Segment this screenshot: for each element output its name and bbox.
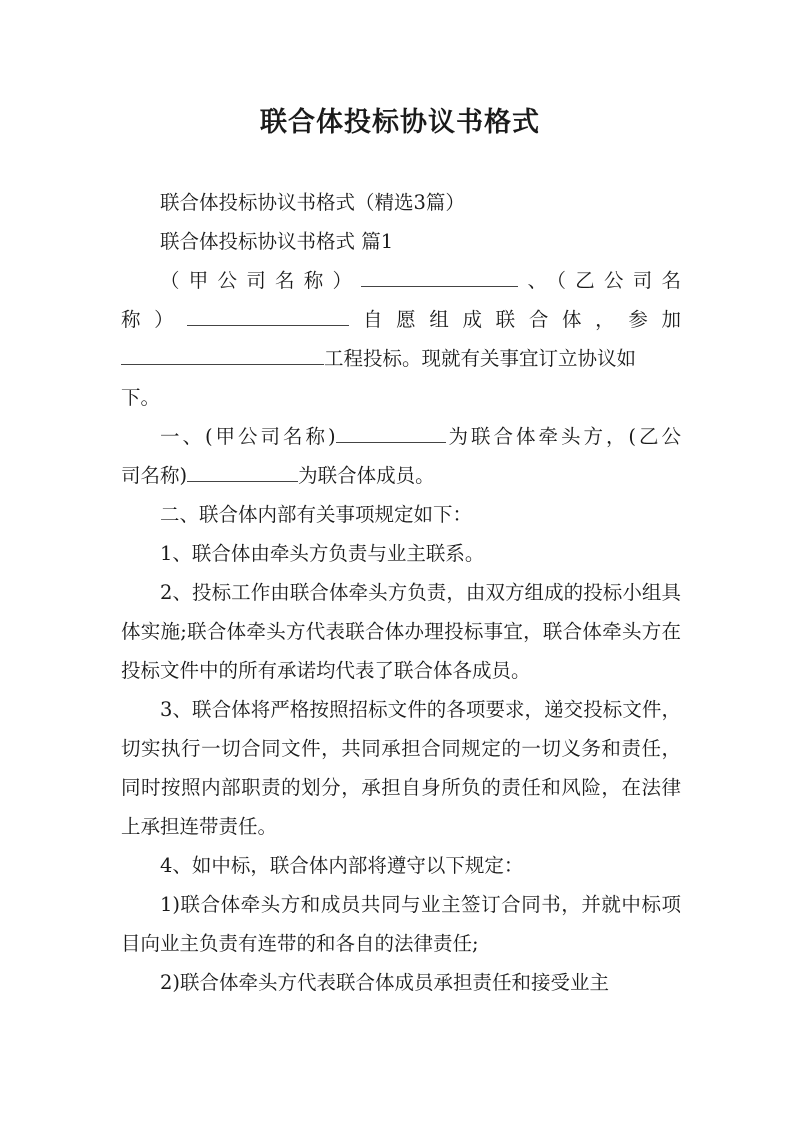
party-b-label-end: 称） bbox=[121, 308, 188, 331]
party-a-label: （甲公司名称） bbox=[160, 269, 362, 292]
project-text: 工程投标。现就有关事宜订立协议如 bbox=[324, 347, 637, 370]
clause-1-party-a-blank bbox=[336, 424, 446, 443]
paragraph-sub-item-1: 1)联合体牵头方和成员共同与业主签订合同书，并就中标项目向业主负责有连带的和各自的法律责任; bbox=[121, 893, 681, 955]
paragraph-parties-line4: 下。 bbox=[121, 386, 161, 409]
clause-1-lead-text: 为联合体牵头方，(乙公 bbox=[445, 425, 681, 448]
paragraph-clause-1-line1 bbox=[121, 417, 681, 456]
clause-1-party-b-blank bbox=[187, 463, 298, 482]
document-title: 联合体投标协议书格式 bbox=[260, 107, 540, 138]
clause-1-member-text: 为联合体成员。 bbox=[298, 464, 435, 487]
project-name-blank bbox=[121, 346, 324, 365]
document-body bbox=[121, 183, 681, 1002]
paragraph-parties-line3 bbox=[121, 339, 681, 378]
clause-1-party-a: 一、(甲公司名称) bbox=[160, 425, 336, 448]
paragraph-clause-1-line2 bbox=[121, 456, 681, 495]
paragraph-item-1: 1、联合体由牵头方负责与业主联系。 bbox=[160, 542, 485, 565]
paragraph-item-4: 4、如中标，联合体内部将遵守以下规定： bbox=[160, 854, 524, 877]
paragraph-parties-line1 bbox=[121, 261, 681, 300]
paragraph-section-heading: 联合体投标协议书格式 篇1 bbox=[160, 230, 394, 253]
paragraph-item-2: 2、投标工作由联合体牵头方负责，由双方组成的投标小组具体实施;联合体牵头方代表联合体办理投标事宜，联合体牵头方在投标文件中的所有承诺均代表了联合体各成员。 bbox=[121, 581, 681, 682]
paragraph-parties-line2 bbox=[121, 300, 681, 339]
party-b-label-start: 、（乙公司名 bbox=[518, 269, 681, 292]
clause-1-party-b: 司名称) bbox=[121, 464, 188, 487]
party-b-blank bbox=[187, 307, 349, 326]
paragraph-sub-item-2: 2)联合体牵头方代表联合体成员承担责任和接受业主 bbox=[160, 971, 610, 994]
paragraph-clause-2: 二、联合体内部有关事项规定如下： bbox=[160, 503, 473, 526]
joint-venture-text: 自愿组成联合体，参加 bbox=[349, 308, 681, 331]
paragraph-subtitle: 联合体投标协议书格式（精选3篇） bbox=[160, 191, 465, 214]
paragraph-item-3: 3、联合体将严格按照招标文件的各项要求，递交投标文件，切实执行一切合同文件，共同承担合同规定的一切义务和责任，同时按照内部职责的划分，承担自身所负的责任和风险，在法律上承担连带责任。 bbox=[121, 698, 681, 838]
party-a-blank bbox=[361, 268, 518, 287]
